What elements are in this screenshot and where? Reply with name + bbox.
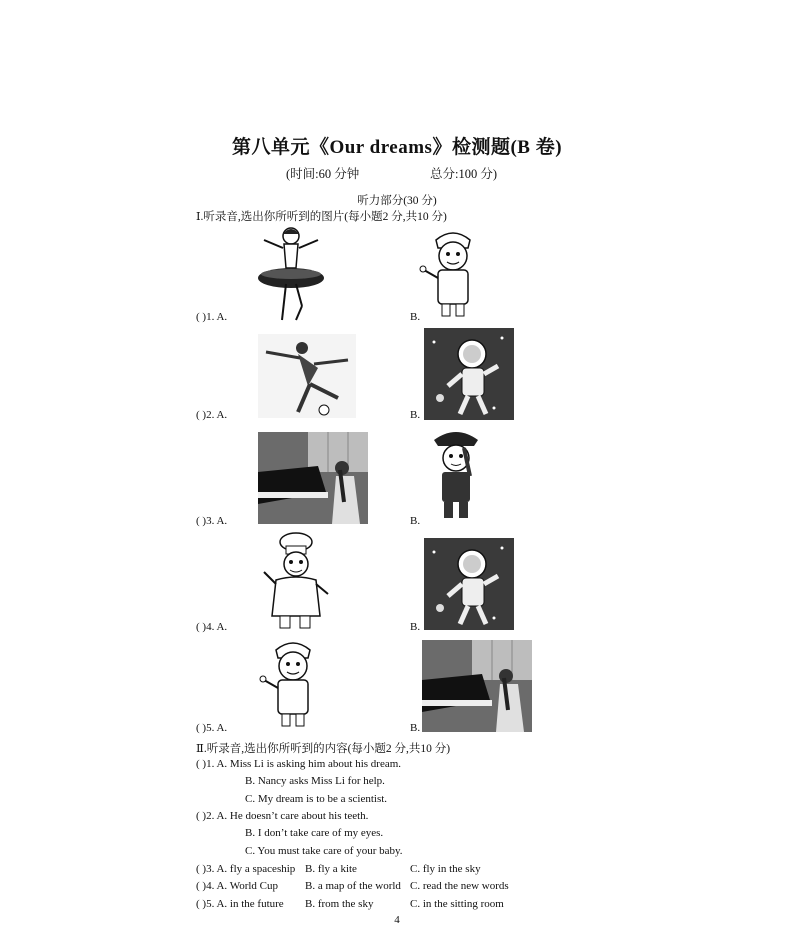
pianist-picture — [258, 432, 368, 524]
option-b-label: B. — [410, 621, 421, 633]
policeman-picture — [424, 426, 488, 522]
q3-option-a: ( )3. A. fly a spaceship — [196, 863, 296, 875]
q1-option-a: ( )1. A. Miss Li is asking him about his dream. — [196, 758, 402, 770]
doctor-picture — [258, 636, 328, 730]
doctor-picture — [418, 226, 488, 320]
q2-option-b: B. I don’t take care of my eyes. — [245, 827, 384, 839]
time-limit: (时间:60 分钟 — [286, 167, 360, 181]
q2-option-a: ( )2. A. He doesn’t care about his teeth. — [196, 810, 369, 822]
q5-option-a: ( )5. A. in the future — [196, 898, 284, 910]
part1-heading: Ⅰ.听录音,选出你所听到的图片(每小题2 分,共10 分) — [196, 211, 447, 223]
pianist-picture — [422, 640, 532, 732]
q1-option-c: C. My dream is to be a scientist. — [245, 793, 388, 805]
q3-option-b: B. fly a kite — [305, 863, 357, 875]
dancer-picture — [256, 226, 326, 322]
question-1-number: ( )1. A. — [196, 311, 228, 323]
part2-heading: Ⅱ.听录音,选出你所听到的内容(每小题2 分,共10 分) — [196, 743, 451, 755]
listening-section-header: 听力部分(30 分) — [357, 195, 437, 207]
question-5-number: ( )5. A. — [196, 722, 228, 734]
q5-option-b: B. from the sky — [305, 898, 374, 910]
page-number: 4 — [394, 914, 400, 926]
astronaut-picture — [424, 328, 514, 420]
option-b-label: B. — [410, 515, 421, 527]
option-b-label: B. — [410, 409, 421, 421]
astronaut-picture — [424, 538, 514, 630]
football-player-picture — [258, 334, 356, 418]
option-b-label: B. — [410, 311, 421, 323]
cook-picture — [260, 532, 330, 632]
q5-option-c: C. in the sitting room — [410, 898, 504, 910]
page-title: 第八单元《Our dreams》检测题(B 卷) — [231, 137, 563, 158]
q4-option-a: ( )4. A. World Cup — [196, 880, 279, 892]
option-b-label: B. — [410, 722, 421, 734]
q4-option-c: C. read the new words — [410, 880, 509, 892]
q1-option-b: B. Nancy asks Miss Li for help. — [245, 775, 385, 787]
total-score: 总分:100 分) — [430, 167, 498, 181]
question-3-number: ( )3. A. — [196, 515, 228, 527]
q2-option-c: C. You must take care of your baby. — [245, 845, 403, 857]
q4-option-b: B. a map of the world — [305, 880, 401, 892]
question-2-number: ( )2. A. — [196, 409, 228, 421]
question-4-number: ( )4. A. — [196, 621, 228, 633]
q3-option-c: C. fly in the sky — [410, 863, 481, 875]
